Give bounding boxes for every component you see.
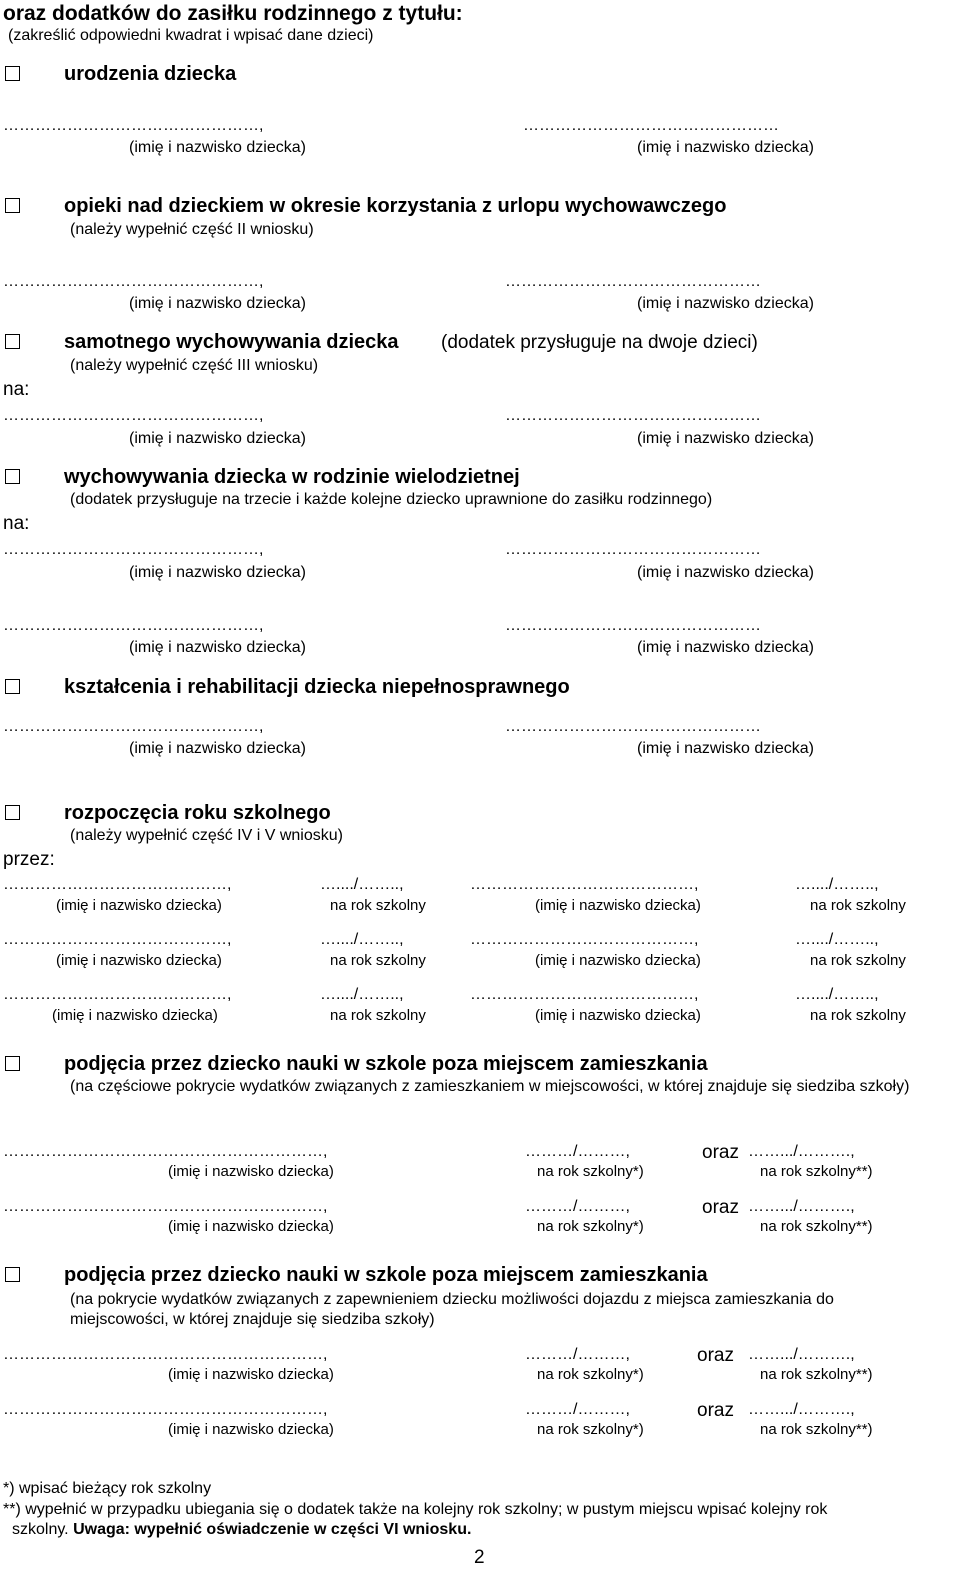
child-name-field[interactable]: ……………………………………,	[3, 986, 232, 1003]
school-year-field[interactable]: ………/………,	[525, 1401, 630, 1418]
caption-school-year: na rok szkolny*)	[537, 1366, 644, 1383]
child-name-field[interactable]: ……………………………………,	[470, 876, 699, 893]
footnote-double-star: **) wypełnić w przypadku ubiegania się o dodatek także na kolejny rok szkolny; w pustym miejscu wpisać kolejny rok	[3, 1501, 828, 1518]
section-note-opieki: (należy wypełnić część II wniosku)	[70, 221, 314, 238]
caption-child-name: (imię i nazwisko dziecka)	[637, 740, 814, 757]
section-note-wielodzietnej: (dodatek przysługuje na trzecie i każde kolejne dziecko uprawnione do zasiłku rodzinnego)	[70, 491, 713, 508]
caption-child-name: (imię i nazwisko dziecka)	[168, 1421, 334, 1438]
section-note-samotnego: (należy wypełnić część III wniosku)	[70, 357, 319, 374]
page-title: oraz dodatków do zasiłku rodzinnego z tytułu:	[3, 2, 463, 25]
child-name-field[interactable]: ……………………………………,	[3, 876, 232, 893]
caption-child-name: (imię i nazwisko dziecka)	[535, 1007, 701, 1024]
checkbox-wielodzietnej[interactable]	[5, 469, 20, 484]
checkbox-ksztalcenia[interactable]	[5, 679, 20, 694]
caption-child-name: (imię i nazwisko dziecka)	[535, 952, 701, 969]
next-school-year-field[interactable]: …….../……….,	[748, 1346, 855, 1363]
caption-school-year: na rok szkolny	[810, 952, 906, 969]
section-title-nauki-dojazd: podjęcia przez dziecko nauki w szkole poza miejscem zamieszkania	[64, 1264, 708, 1286]
child-name-field[interactable]: ……………………………………………………,	[3, 1143, 328, 1160]
caption-child-name: (imię i nazwisko dziecka)	[637, 639, 814, 656]
caption-child-name: (imię i nazwisko dziecka)	[129, 564, 306, 581]
section-title-urodzenia: urodzenia dziecka	[64, 63, 237, 85]
checkbox-samotnego[interactable]	[5, 334, 20, 349]
school-year-field[interactable]: …..../……..,	[795, 986, 879, 1003]
section-title-opieki: opieki nad dzieckiem w okresie korzystania z urlopu wychowawczego	[64, 195, 727, 217]
caption-school-year: na rok szkolny	[810, 897, 906, 914]
checkbox-rozpoczecia[interactable]	[5, 805, 20, 820]
caption-school-year: na rok szkolny*)	[537, 1163, 644, 1180]
caption-child-name: (imię i nazwisko dziecka)	[56, 952, 222, 969]
school-year-field[interactable]: …..../……..,	[320, 931, 404, 948]
na-label: na:	[3, 513, 30, 534]
child-name-field[interactable]: …………………………………………,	[3, 407, 264, 424]
caption-child-name: (imię i nazwisko dziecka)	[56, 897, 222, 914]
caption-school-year: na rok szkolny*)	[537, 1421, 644, 1438]
oraz-label: oraz	[697, 1345, 734, 1366]
oraz-label: oraz	[702, 1197, 739, 1218]
child-name-field[interactable]: …………………………………………,	[3, 718, 264, 735]
next-school-year-field[interactable]: …….../……….,	[748, 1198, 855, 1215]
caption-child-name: (imię i nazwisko dziecka)	[637, 295, 814, 312]
caption-child-name: (imię i nazwisko dziecka)	[129, 740, 306, 757]
next-school-year-field[interactable]: …….../……….,	[748, 1401, 855, 1418]
child-name-field[interactable]: …………………………………………,	[3, 117, 264, 134]
child-name-field[interactable]: …………………………………………,	[3, 541, 264, 558]
section-title-suffix: (dodatek przysługuje na dwoje dzieci)	[441, 332, 758, 353]
caption-next-school-year: na rok szkolny**)	[760, 1366, 873, 1383]
school-year-field[interactable]: …..../……..,	[320, 986, 404, 1003]
caption-child-name: (imię i nazwisko dziecka)	[637, 430, 814, 447]
caption-next-school-year: na rok szkolny**)	[760, 1163, 873, 1180]
section-title-rozpoczecia: rozpoczęcia roku szkolnego	[64, 802, 331, 824]
child-name-field[interactable]: …………………………………………,	[3, 273, 264, 290]
caption-child-name: (imię i nazwisko dziecka)	[168, 1163, 334, 1180]
school-year-field[interactable]: ………/………,	[525, 1143, 630, 1160]
child-name-field[interactable]: …………………………………………	[505, 407, 761, 424]
caption-school-year: na rok szkolny	[330, 897, 426, 914]
child-name-field[interactable]: …………………………………………	[505, 273, 761, 290]
caption-child-name: (imię i nazwisko dziecka)	[129, 295, 306, 312]
footnote-star: *) wpisać bieżący rok szkolny	[3, 1480, 212, 1497]
school-year-field[interactable]: …..../……..,	[795, 876, 879, 893]
footnote-double-star-cont	[12, 1522, 471, 1538]
caption-child-name: (imię i nazwisko dziecka)	[168, 1218, 334, 1235]
checkbox-nauki-dojazd[interactable]	[5, 1267, 20, 1282]
oraz-label: oraz	[697, 1400, 734, 1421]
caption-child-name: (imię i nazwisko dziecka)	[535, 897, 701, 914]
next-school-year-field[interactable]: …….../……….,	[748, 1143, 855, 1160]
checkbox-nauki-zamieszkanie[interactable]	[5, 1056, 20, 1071]
child-name-field[interactable]: …………………………………………	[505, 718, 761, 735]
section-title-samotnego: samotnego wychowywania dziecka	[64, 331, 399, 353]
child-name-field[interactable]: ……………………………………………………,	[3, 1198, 328, 1215]
page-number: 2	[474, 1547, 485, 1568]
section-note-nauki-zamieszkanie: (na częściowe pokrycie wydatków związanych z zamieszkaniem w miejscowości, w której znajduje się siedziba szkoły)	[70, 1078, 910, 1095]
school-year-field[interactable]: ………/………,	[525, 1346, 630, 1363]
caption-child-name: (imię i nazwisko dziecka)	[168, 1366, 334, 1383]
child-name-field[interactable]: ……………………………………,	[470, 986, 699, 1003]
section-note-rozpoczecia: (należy wypełnić część IV i V wniosku)	[70, 827, 343, 844]
section-title-nauki-zamieszkanie: podjęcia przez dziecko nauki w szkole poza miejscem zamieszkania	[64, 1053, 708, 1075]
instruction-text: (zakreślić odpowiedni kwadrat i wpisać dane dzieci)	[8, 27, 374, 44]
caption-child-name: (imię i nazwisko dziecka)	[129, 139, 306, 156]
child-name-field[interactable]: …………………………………………	[523, 117, 779, 134]
caption-school-year: na rok szkolny	[330, 952, 426, 969]
section-note-nauki-dojazd: (na pokrycie wydatków związanych z zapewnieniem dziecku możliwości dojazdu z miejsca zamieszkania do miejscowości, w której znajduje się siedziba szkoły)	[70, 1291, 834, 1328]
child-name-field[interactable]: ……………………………………………………,	[3, 1346, 328, 1363]
child-name-field[interactable]: ……………………………………………………,	[3, 1401, 328, 1418]
na-label: na:	[3, 379, 30, 400]
caption-school-year: na rok szkolny	[330, 1007, 426, 1024]
caption-next-school-year: na rok szkolny**)	[760, 1218, 873, 1235]
caption-next-school-year: na rok szkolny**)	[760, 1421, 873, 1438]
child-name-field[interactable]: …………………………………………,	[3, 617, 264, 634]
child-name-field[interactable]: …………………………………………	[505, 617, 761, 634]
caption-school-year: na rok szkolny*)	[537, 1218, 644, 1235]
child-name-field[interactable]: …………………………………………	[505, 541, 761, 558]
school-year-field[interactable]: …..../……..,	[320, 876, 404, 893]
child-name-field[interactable]: ……………………………………,	[3, 931, 232, 948]
caption-child-name: (imię i nazwisko dziecka)	[129, 430, 306, 447]
caption-child-name: (imię i nazwisko dziecka)	[129, 639, 306, 656]
przez-label: przez:	[3, 849, 55, 870]
footnote-uwaga: Uwaga: wypełnić oświadczenie w części VI wniosku.	[73, 1521, 472, 1538]
checkbox-opieki[interactable]	[5, 198, 20, 213]
caption-school-year: na rok szkolny	[810, 1007, 906, 1024]
caption-child-name: (imię i nazwisko dziecka)	[52, 1007, 218, 1024]
school-year-field[interactable]: …..../……..,	[795, 931, 879, 948]
section-title-wielodzietnej: wychowywania dziecka w rodzinie wielodzietnej	[64, 466, 520, 488]
section-title-ksztalcenia: kształcenia i rehabilitacji dziecka niepełnosprawnego	[64, 676, 570, 698]
caption-child-name: (imię i nazwisko dziecka)	[637, 564, 814, 581]
school-year-field[interactable]: ………/………,	[525, 1198, 630, 1215]
footnote-plain: szkolny.	[12, 1521, 69, 1538]
caption-child-name: (imię i nazwisko dziecka)	[637, 139, 814, 156]
oraz-label: oraz	[702, 1142, 739, 1163]
checkbox-urodzenia[interactable]	[5, 66, 20, 81]
child-name-field[interactable]: ……………………………………,	[470, 931, 699, 948]
